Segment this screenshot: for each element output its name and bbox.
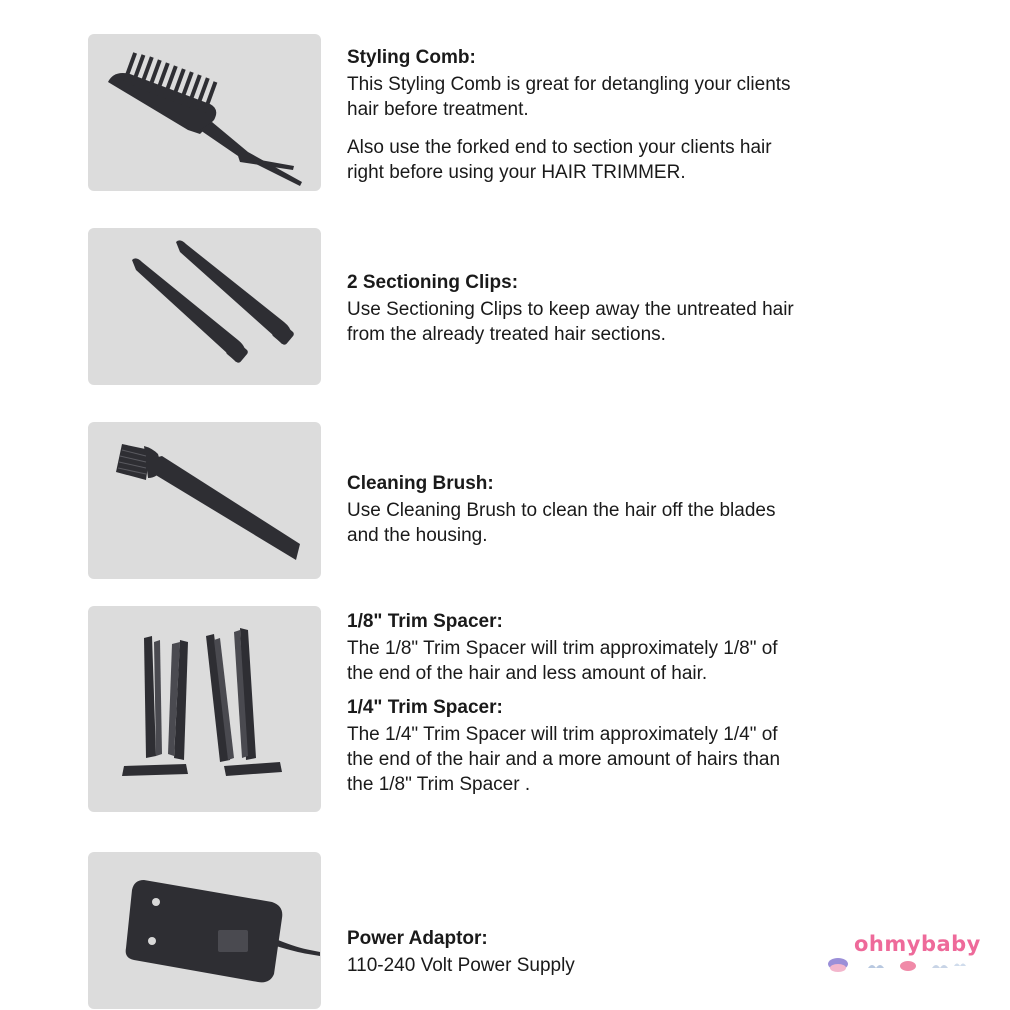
cleaning-brush-icon — [88, 422, 321, 579]
item-title: 1/8" Trim Spacer: — [347, 611, 503, 632]
text-line: Use Sectioning Clips to keep away the untreated hair — [347, 299, 794, 320]
text-line: The 1/4" Trim Spacer will trim approximately 1/4" of — [347, 724, 778, 745]
text-line: the end of the hair and a more amount of hairs than — [347, 749, 781, 770]
text-line: the end of the hair and less amount of hair. — [347, 663, 708, 684]
item-title: Styling Comb: — [347, 47, 476, 68]
sectioning-clips-description — [347, 271, 927, 347]
item-paragraph — [347, 498, 927, 548]
styling-comb-image — [88, 34, 321, 191]
styling-comb-description — [347, 46, 927, 185]
item-title: Cleaning Brush: — [347, 473, 494, 494]
item-title: Power Adaptor: — [347, 928, 488, 949]
text-line: from the already treated hair sections. — [347, 324, 666, 345]
power-adaptor-icon — [88, 852, 321, 1009]
trim-spacers-icon — [88, 606, 321, 812]
watermark-decoration-icon — [824, 954, 974, 976]
text-line: and the housing. — [347, 525, 488, 546]
text-line: hair before treatment. — [347, 99, 529, 120]
item-paragraph — [347, 722, 927, 797]
text-line: The 1/8" Trim Spacer will trim approximately 1/8" of — [347, 638, 778, 659]
cleaning-brush-description — [347, 472, 927, 548]
item-paragraph — [347, 135, 927, 185]
text-line: right before using your HAIR TRIMMER. — [347, 162, 686, 183]
sectioning-clips-icon — [88, 228, 321, 385]
item-title: 2 Sectioning Clips: — [347, 272, 519, 293]
watermark-text: ohmybaby — [854, 932, 981, 956]
power-adaptor-image — [88, 852, 321, 1009]
text-line: This Styling Comb is great for detangling your clients — [347, 74, 791, 95]
item-subtitle: 1/4" Trim Spacer: — [347, 697, 503, 718]
item-paragraph — [347, 72, 927, 122]
item-paragraph — [347, 297, 927, 347]
text-line: Use Cleaning Brush to clean the hair off the blades — [347, 500, 776, 521]
text-line: 110-240 Volt Power Supply — [347, 955, 575, 976]
text-line: Also use the forked end to section your clients hair — [347, 137, 772, 158]
watermark-logo — [824, 928, 984, 978]
trim-spacers-description — [347, 610, 927, 797]
trim-spacers-image — [88, 606, 321, 812]
text-line: the 1/8" Trim Spacer . — [347, 774, 531, 795]
sectioning-clips-image — [88, 228, 321, 385]
styling-comb-icon — [88, 34, 321, 191]
cleaning-brush-image — [88, 422, 321, 579]
item-paragraph — [347, 636, 927, 686]
